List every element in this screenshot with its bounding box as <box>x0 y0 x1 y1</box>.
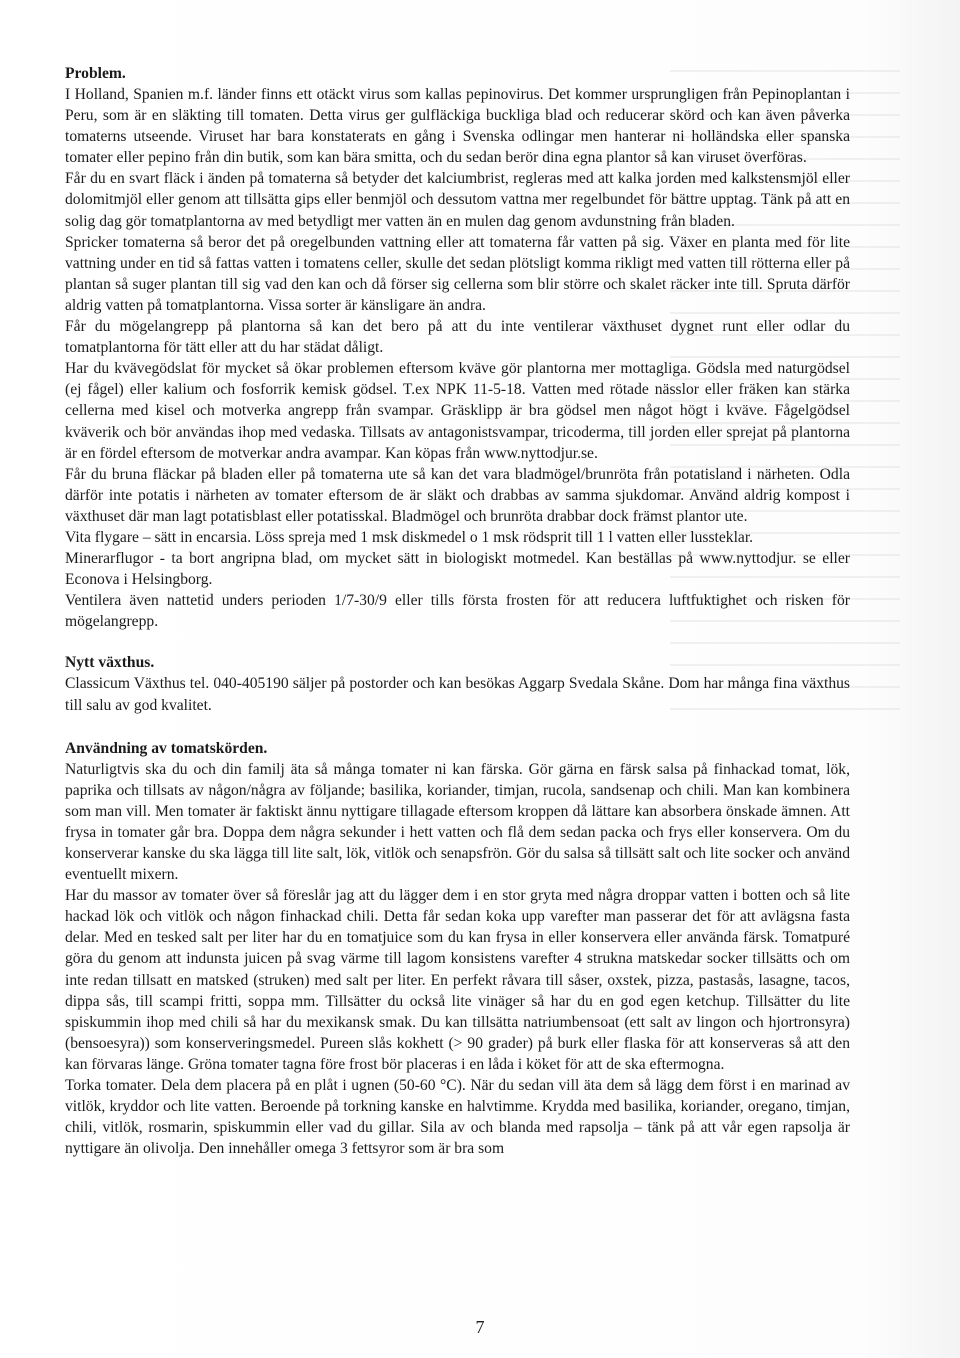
usage-paragraph-surplus: Har du massor av tomater över så föreslår jag att du lägger dem i en stor gryta med några droppar vatten i botten och så lite hackad lök och vitlök och någon finhackad chili. Detta får sedan koka upp varefter man passerar det för att avlägsna fasta delar. Med en tesked salt per liter har du en tomatjuice som du kan frysa in eller konservera eller använda färsk. Tomatpuré göra du genom att indunsta juicen på svag värme till lagom konsistens varefter 4 strukna matskedar socker tillsätts och om inte redan tillsatt en matsked (struken) med salt per liter. En perfekt råvara till såser, oxstek, pizza, pastasås, lasagne, tacos, dippa sås, till scampi fritti, soppa mm. Tillsätter du också lite vinäger så har du en god egen ketchup. Tillsätter du lite spiskummin ihop med chili så har du mexikansk smak. Du kan tillsätta natriumbensoat (ett salt av lingon och hjortronsyra) (bensoesyra)) som konserveringsmedel. Pureen slås kokhett (> 90 grader) på burk eller flaska för att konserveras så att den kan förvaras länge. Gröna tomater tagna före frost bör placeras i en låda i köket för att de ska eftermogna. <box>65 887 850 1073</box>
page-number: 7 <box>475 1317 485 1337</box>
usage-section <box>65 738 850 1160</box>
section-spacer <box>65 716 850 738</box>
problem-heading: Problem. <box>65 65 126 82</box>
problem-paragraph-whiteflies: Vita flygare – sätt in encarsia. Löss spreja med 1 msk diskmedel o 1 msk rödsprit till 1 l vatten eller lussteklar. <box>65 528 754 546</box>
problem-section <box>65 63 850 632</box>
section-spacer <box>65 632 850 652</box>
greenhouse-paragraph: Classicum Växthus tel. 040-405190 säljer på postorder och kan besökas Aggarp Svedala Skåne. Dom har många fina växthus till salu av god kvalitet. <box>65 675 850 714</box>
usage-paragraph-dried: Torka tomater. Dela dem placera på en plåt i ugnen (50-60 °C). När du sedan vill äta dem så lägg dem först i en marinad av vitlök, kryddor och lite vatten. Beroende på torkning kanske en halvtimme. Krydda med basilika, koriander, oregano, timjan, chili, vitlök, rosmarin, spiskummin eller vad du gillar. Sila av och blanda med rapsolja – tänk på att vår egen rapsolja är nyttigare än olivolja. Den innehåller omega 3 fettsyror som är bra som <box>65 1077 850 1158</box>
problem-paragraph-virus: I Holland, Spanien m.f. länder finns ett otäckt virus som kallas pepinovirus. Det kommer ursprungligen från Pepinoplantan i Peru, som är en släkting till tomaten. Detta virus ger gulfläckiga buckliga blad och reducerar skörd och kan även påverka tomaterns utseende. Viruset har bara konstaterats en gång i Svenska odlingar men hanterar ni holländska eller spanska tomater eller pepino från din butik, som kan bära smitta, och du sedan berör dina egna plantor så kan viruset överföras. <box>65 86 850 167</box>
problem-paragraph-brown-spots: Får du bruna fläckar på bladen eller på tomaterna ute så kan det vara bladmögel/brunröta från potatisland i närheten. Odla därför inte potatis i närheten av tomater eftersom de är släkt och drabbas av samma sjukdomar. Använd aldrig kompost i växthuset där man lagt potatisblast eller potatisskal. Bladmögel och brunröta drabbar dock främst plantor ute. <box>65 465 850 525</box>
problem-paragraph-leafminers: Minerarflugor - ta bort angripna blad, om mycket sätt in biologiskt motmedel. Kan beställas på www.nyttodjur. se eller Econova i Helsingborg. <box>65 550 850 589</box>
greenhouse-heading: Nytt växthus. <box>65 654 155 672</box>
problem-paragraph-calcium: Får du en svart fläck i änden på tomaterna så betyder det kalciumbrist, regleras med att kalka jorden med kalkstensmjöl eller dolomitmjöl eller genom att tillsätta gips eller benmjöl och dessutom vattna mer regelbundet för bättre upptag. Tänk på att en solig dag gör tomatplantorna av med betydligt mer vatten än en mulen dag genom avdunstning från bladen. <box>65 170 850 230</box>
problem-paragraph-ventilate: Ventilera även nattetid unders perioden 1/7-30/9 eller tills första frosten för att reducera luftfuktighet och risken för mögelangrepp. <box>65 592 850 631</box>
problem-paragraph-nitrogen: Har du kvävegödslat för mycket så ökar problemen eftersom kväve gör plantorna mer mottagliga. Gödsla med naturgödsel (ej fågel) eller kalium och fosforrik kemisk gödsel. T.ex NPK 11-5-18. Vatten med rötade nässlor eller fräken kan stärka cellerna med kisel och motverka angrepp från svampar. Gräsklipp är bra gödsel men något högt i kväve. Fågelgödsel kväverik och bör användas ihop med vedaska. Tillsats av antagonistsvampar, tricoderma, till jorden eller sprejat på plantorna är en fördel eftersom de motverkar andra avampar. Kan köpas från www.nyttodjur.se. <box>65 360 850 462</box>
usage-paragraph-fresh: Naturligtvis ska du och din familj äta så många tomater ni kan färska. Gör gärna en färsk salsa på finhackad tomat, lök, paprika och tillsats av någon/några av följande; basilika, koriander, timjan, rucola, sandsenap och chili. Man kan kombinera som man vill. Men tomater är faktiskt ännu nyttigare tillagade eftersom kroppen då lättare kan absorbera önskade ämnen. Att frysa in tomater går bra. Doppa dem några sekunder i hett vatten och flå dem sedan packa och frys eller konservera. Om du konserverar kanske du ska lägga till lite salt, lök, vitlök och senapsfrön. Gör du salsa så tillsätt salt och lite socker och använd eventuellt mixern. <box>65 760 850 884</box>
problem-paragraph-mold: Får du mögelangrepp på plantorna så kan det bero på att du inte ventilerar växthuset dygnet runt eller odlar du tomatplantorna för tätt eller att du har städat dåligt. <box>65 318 850 357</box>
greenhouse-section <box>65 652 850 715</box>
problem-paragraph-cracking: Spricker tomaterna så beror det på oregelbunden vattning eller att tomaterna får vatten på sig. Växer en planta med för lite vattning under en tid så fattas vatten i tomatens celler, skulle det sedan plötsligt komma rikligt med vatten till rötterna eller på plantan så suger plantan till sig vad den kan och då förser sig cellerna som blir större och skalet räcker inte till. Spruta därför aldrig vatten på tomatplantorna. Vissa sorter är känsligare än andra. <box>65 233 850 314</box>
usage-heading: Användning av tomatskörden. <box>65 739 268 757</box>
